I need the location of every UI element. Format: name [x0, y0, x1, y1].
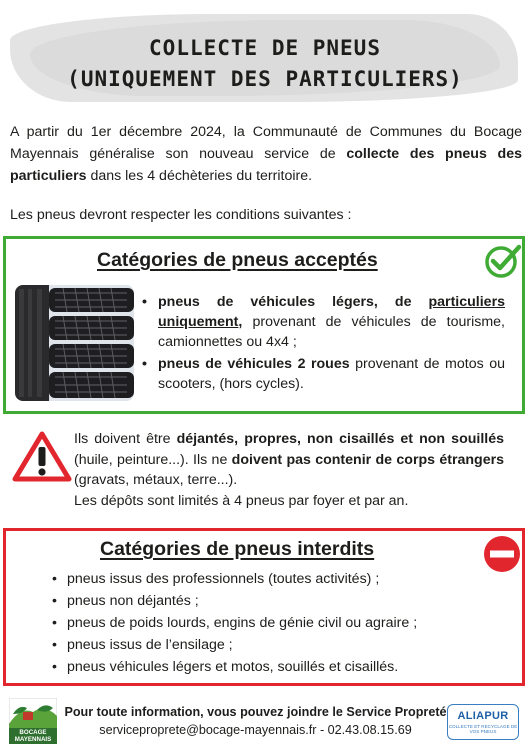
- list-item: • pneus de poids lourds, engins de génie civil ou agraire ;: [50, 612, 510, 634]
- intro-paragraph: A partir du 1er décembre 2024, la Communauté de Communes du Bocage Mayennais généralise son nouveau service de collecte des pneus des particuliers dans les 4 déchèteries du territoire.: [10, 124, 522, 184]
- deposit-limit-note: Les dépôts sont limités à 4 pneus par foyer et par an.: [74, 493, 409, 509]
- tires-photo: [15, 285, 134, 401]
- accepted-list: [140, 292, 505, 396]
- list-item: • pneus de véhicules légers, de particuliers uniquement, provenant de véhicules de tourisme, camionnettes ou 4x4 ;: [140, 292, 505, 352]
- accepted-heading: Catégories de pneus acceptés: [97, 249, 378, 271]
- page-title: COLLECTE DE PNEUS: [149, 36, 381, 60]
- check-circle-icon: [484, 243, 522, 279]
- conditions-intro: Les pneus devront respecter les conditions suivantes :: [10, 207, 352, 223]
- aliapur-logo: ALIAPUR COLLECTE ET RECYCLAGE DE VOS PNEUS: [447, 704, 519, 740]
- bocage-mayennais-logo: BOCAGE MAYENNAIS: [9, 698, 57, 744]
- intro-highlight: collecte des pneus des particuliers: [10, 146, 522, 184]
- footer-info: Pour toute information, vous pouvez joindre le Service Propreté: [64, 705, 447, 719]
- list-item: • pneus de véhicules 2 roues provenant de motos ou scooters, (hors cycles).: [140, 354, 505, 394]
- footer-contact: serviceproprete@bocage-mayennais.fr - 02.43.08.15.69: [99, 723, 412, 737]
- forbidden-heading: Catégories de pneus interdits: [100, 538, 375, 560]
- list-item: • pneus issus de l’ensilage ;: [50, 634, 510, 656]
- list-item: • pneus issus des professionnels (toutes activités) ;: [50, 568, 510, 590]
- conditions-text: Ils doivent être déjantés, propres, non cisaillés et non souillés (huile, peinture...). Ils ne doivent pas contenir de corps étrangers (gravats, métaux, terre...).: [74, 431, 505, 488]
- page-subtitle: (UNIQUEMENT DES PARTICULIERS): [67, 67, 463, 91]
- forbidden-list: [50, 568, 510, 678]
- list-item: • pneus non déjantés ;: [50, 590, 510, 612]
- list-item: • pneus véhicules légers et motos, souillés et cisaillés.: [50, 656, 510, 678]
- warning-triangle-icon: [12, 430, 72, 482]
